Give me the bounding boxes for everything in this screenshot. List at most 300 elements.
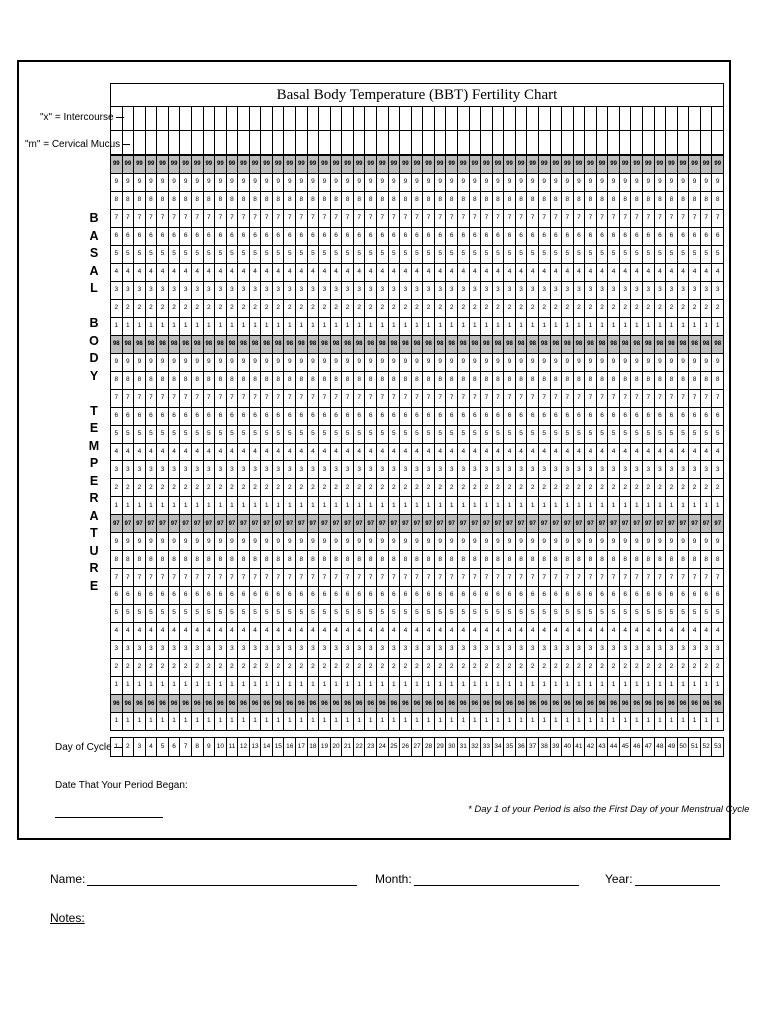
temperature-cell[interactable]: 6: [620, 228, 632, 246]
temperature-cell[interactable]: 6: [643, 228, 655, 246]
whole-degree-cell[interactable]: 96: [134, 695, 146, 713]
temperature-cell[interactable]: 1: [238, 497, 250, 515]
temperature-cell[interactable]: 6: [365, 587, 377, 605]
whole-degree-cell[interactable]: 98: [435, 336, 447, 354]
temperature-cell[interactable]: 3: [227, 282, 239, 300]
whole-degree-cell[interactable]: 99: [585, 156, 597, 174]
temperature-cell[interactable]: 1: [701, 713, 713, 731]
temperature-cell[interactable]: 4: [377, 264, 389, 282]
temperature-cell[interactable]: 8: [493, 192, 505, 210]
temperature-cell[interactable]: 1: [192, 318, 204, 336]
temperature-cell[interactable]: 7: [608, 390, 620, 408]
temperature-cell[interactable]: 8: [481, 372, 493, 390]
temperature-cell[interactable]: 6: [562, 587, 574, 605]
temperature-cell[interactable]: 5: [377, 246, 389, 264]
temperature-cell[interactable]: 9: [678, 354, 690, 372]
temperature-cell[interactable]: 3: [597, 461, 609, 479]
temperature-cell[interactable]: 8: [458, 372, 470, 390]
temperature-cell[interactable]: 2: [123, 300, 135, 318]
whole-degree-cell[interactable]: 98: [562, 336, 574, 354]
temperature-cell[interactable]: 6: [643, 408, 655, 426]
temperature-cell[interactable]: 9: [308, 354, 320, 372]
temperature-cell[interactable]: 1: [539, 677, 551, 695]
whole-degree-cell[interactable]: 98: [493, 336, 505, 354]
temperature-cell[interactable]: 4: [712, 264, 724, 282]
whole-degree-cell[interactable]: 98: [620, 336, 632, 354]
temperature-cell[interactable]: 1: [585, 318, 597, 336]
temperature-cell[interactable]: 2: [470, 479, 482, 497]
temperature-cell[interactable]: 5: [192, 426, 204, 444]
temperature-cell[interactable]: 2: [169, 479, 181, 497]
whole-degree-cell[interactable]: 97: [643, 515, 655, 533]
temperature-cell[interactable]: 2: [539, 479, 551, 497]
temperature-cell[interactable]: 2: [666, 659, 678, 677]
temperature-cell[interactable]: 4: [331, 264, 343, 282]
temperature-cell[interactable]: 4: [516, 623, 528, 641]
temperature-cell[interactable]: 7: [551, 210, 563, 228]
temperature-cell[interactable]: 1: [458, 318, 470, 336]
temperature-cell[interactable]: 7: [331, 390, 343, 408]
temperature-cell[interactable]: 7: [551, 390, 563, 408]
temperature-cell[interactable]: 1: [655, 677, 667, 695]
temperature-cell[interactable]: 1: [365, 713, 377, 731]
temperature-cell[interactable]: 4: [435, 444, 447, 462]
temperature-cell[interactable]: 5: [250, 426, 262, 444]
temperature-cell[interactable]: 4: [296, 623, 308, 641]
temperature-cell[interactable]: 7: [284, 390, 296, 408]
temperature-cell[interactable]: 5: [701, 246, 713, 264]
temperature-cell[interactable]: 3: [701, 461, 713, 479]
temperature-cell[interactable]: 6: [423, 228, 435, 246]
temperature-cell[interactable]: 7: [678, 210, 690, 228]
temperature-cell[interactable]: 9: [296, 354, 308, 372]
temperature-cell[interactable]: 3: [146, 641, 158, 659]
mucus-cell[interactable]: [296, 131, 308, 155]
temperature-cell[interactable]: 5: [631, 426, 643, 444]
temperature-cell[interactable]: 6: [331, 228, 343, 246]
temperature-cell[interactable]: 3: [678, 461, 690, 479]
temperature-cell[interactable]: 2: [712, 300, 724, 318]
temperature-cell[interactable]: 4: [631, 623, 643, 641]
whole-degree-cell[interactable]: 97: [238, 515, 250, 533]
intercourse-cell[interactable]: [296, 107, 308, 131]
temperature-cell[interactable]: 1: [308, 497, 320, 515]
temperature-cell[interactable]: 9: [111, 354, 123, 372]
temperature-cell[interactable]: 7: [539, 390, 551, 408]
temperature-cell[interactable]: 8: [365, 192, 377, 210]
temperature-cell[interactable]: 1: [666, 497, 678, 515]
temperature-cell[interactable]: 9: [284, 533, 296, 551]
temperature-cell[interactable]: 2: [655, 300, 667, 318]
temperature-cell[interactable]: 2: [481, 479, 493, 497]
temperature-cell[interactable]: 4: [423, 264, 435, 282]
temperature-cell[interactable]: 2: [585, 659, 597, 677]
temperature-cell[interactable]: 2: [215, 479, 227, 497]
temperature-cell[interactable]: 5: [470, 605, 482, 623]
temperature-cell[interactable]: 9: [400, 354, 412, 372]
temperature-cell[interactable]: 1: [527, 497, 539, 515]
temperature-cell[interactable]: 5: [539, 426, 551, 444]
temperature-cell[interactable]: 1: [423, 713, 435, 731]
temperature-cell[interactable]: 4: [180, 264, 192, 282]
temperature-cell[interactable]: 5: [655, 605, 667, 623]
temperature-cell[interactable]: 6: [435, 587, 447, 605]
temperature-cell[interactable]: 9: [608, 533, 620, 551]
temperature-cell[interactable]: 1: [597, 677, 609, 695]
temperature-cell[interactable]: 5: [608, 246, 620, 264]
temperature-cell[interactable]: 4: [655, 623, 667, 641]
temperature-cell[interactable]: 1: [458, 713, 470, 731]
temperature-cell[interactable]: 6: [365, 228, 377, 246]
mucus-cell[interactable]: [435, 131, 447, 155]
temperature-cell[interactable]: 2: [435, 479, 447, 497]
temperature-cell[interactable]: 1: [261, 677, 273, 695]
temperature-cell[interactable]: 1: [493, 497, 505, 515]
temperature-cell[interactable]: 6: [620, 587, 632, 605]
whole-degree-cell[interactable]: 97: [597, 515, 609, 533]
temperature-cell[interactable]: 9: [354, 354, 366, 372]
temperature-cell[interactable]: 6: [319, 408, 331, 426]
temperature-cell[interactable]: 9: [446, 354, 458, 372]
whole-degree-cell[interactable]: 98: [400, 336, 412, 354]
temperature-cell[interactable]: 1: [400, 677, 412, 695]
temperature-cell[interactable]: 6: [238, 228, 250, 246]
temperature-cell[interactable]: 1: [574, 677, 586, 695]
mucus-cell[interactable]: [655, 131, 667, 155]
temperature-cell[interactable]: 7: [342, 390, 354, 408]
temperature-cell[interactable]: 1: [527, 318, 539, 336]
intercourse-cell[interactable]: [250, 107, 262, 131]
temperature-cell[interactable]: 4: [169, 264, 181, 282]
whole-degree-cell[interactable]: 99: [192, 156, 204, 174]
temperature-cell[interactable]: 1: [551, 497, 563, 515]
temperature-cell[interactable]: 5: [562, 246, 574, 264]
temperature-cell[interactable]: 4: [678, 623, 690, 641]
temperature-cell[interactable]: 3: [516, 282, 528, 300]
temperature-cell[interactable]: 6: [215, 587, 227, 605]
intercourse-cell[interactable]: [319, 107, 331, 131]
temperature-cell[interactable]: 6: [678, 228, 690, 246]
temperature-cell[interactable]: 9: [504, 174, 516, 192]
temperature-cell[interactable]: 1: [296, 497, 308, 515]
temperature-cell[interactable]: 8: [342, 551, 354, 569]
temperature-cell[interactable]: 7: [389, 390, 401, 408]
temperature-cell[interactable]: 7: [389, 569, 401, 587]
temperature-cell[interactable]: 5: [284, 246, 296, 264]
temperature-cell[interactable]: 7: [227, 569, 239, 587]
temperature-cell[interactable]: 9: [377, 174, 389, 192]
temperature-cell[interactable]: 4: [365, 444, 377, 462]
temperature-cell[interactable]: 1: [354, 318, 366, 336]
temperature-cell[interactable]: 3: [354, 282, 366, 300]
temperature-cell[interactable]: 1: [446, 677, 458, 695]
temperature-cell[interactable]: 6: [123, 228, 135, 246]
temperature-cell[interactable]: 4: [539, 264, 551, 282]
mucus-cell[interactable]: [551, 131, 563, 155]
temperature-cell[interactable]: 6: [377, 587, 389, 605]
temperature-cell[interactable]: 3: [504, 461, 516, 479]
temperature-cell[interactable]: 9: [412, 354, 424, 372]
temperature-cell[interactable]: 5: [400, 605, 412, 623]
whole-degree-cell[interactable]: 99: [574, 156, 586, 174]
temperature-cell[interactable]: 4: [620, 623, 632, 641]
temperature-cell[interactable]: 7: [134, 390, 146, 408]
temperature-cell[interactable]: 1: [284, 497, 296, 515]
temperature-cell[interactable]: 7: [620, 210, 632, 228]
intercourse-cell[interactable]: [111, 107, 123, 131]
temperature-cell[interactable]: 4: [146, 623, 158, 641]
temperature-cell[interactable]: 2: [701, 479, 713, 497]
temperature-cell[interactable]: 4: [331, 444, 343, 462]
temperature-cell[interactable]: 6: [493, 408, 505, 426]
mucus-cell[interactable]: [481, 131, 493, 155]
temperature-cell[interactable]: 5: [308, 246, 320, 264]
temperature-cell[interactable]: 5: [157, 426, 169, 444]
temperature-cell[interactable]: 3: [504, 282, 516, 300]
temperature-cell[interactable]: 5: [678, 246, 690, 264]
temperature-cell[interactable]: 3: [481, 641, 493, 659]
whole-degree-cell[interactable]: 96: [412, 695, 424, 713]
temperature-cell[interactable]: 9: [273, 174, 285, 192]
temperature-cell[interactable]: 7: [146, 390, 158, 408]
temperature-cell[interactable]: 4: [712, 623, 724, 641]
temperature-cell[interactable]: 7: [180, 569, 192, 587]
temperature-cell[interactable]: 3: [631, 641, 643, 659]
temperature-cell[interactable]: 7: [365, 210, 377, 228]
temperature-cell[interactable]: 4: [400, 264, 412, 282]
intercourse-cell[interactable]: [712, 107, 724, 131]
temperature-cell[interactable]: 9: [423, 174, 435, 192]
whole-degree-cell[interactable]: 96: [284, 695, 296, 713]
temperature-cell[interactable]: 8: [123, 551, 135, 569]
temperature-cell[interactable]: 8: [123, 372, 135, 390]
temperature-cell[interactable]: 7: [562, 390, 574, 408]
temperature-cell[interactable]: 3: [574, 461, 586, 479]
temperature-cell[interactable]: 6: [273, 408, 285, 426]
temperature-cell[interactable]: 2: [377, 659, 389, 677]
temperature-cell[interactable]: 2: [493, 300, 505, 318]
temperature-cell[interactable]: 5: [354, 246, 366, 264]
temperature-cell[interactable]: 4: [701, 623, 713, 641]
temperature-cell[interactable]: 9: [319, 174, 331, 192]
whole-degree-cell[interactable]: 97: [192, 515, 204, 533]
temperature-cell[interactable]: 4: [192, 264, 204, 282]
temperature-cell[interactable]: 2: [631, 479, 643, 497]
temperature-cell[interactable]: 1: [296, 318, 308, 336]
intercourse-cell[interactable]: [365, 107, 377, 131]
temperature-cell[interactable]: 9: [620, 174, 632, 192]
temperature-cell[interactable]: 9: [423, 354, 435, 372]
temperature-cell[interactable]: 3: [666, 641, 678, 659]
whole-degree-cell[interactable]: 97: [204, 515, 216, 533]
temperature-cell[interactable]: 2: [296, 479, 308, 497]
temperature-cell[interactable]: 6: [342, 228, 354, 246]
mucus-cell[interactable]: [666, 131, 678, 155]
temperature-cell[interactable]: 9: [400, 533, 412, 551]
temperature-cell[interactable]: 7: [296, 390, 308, 408]
mucus-cell[interactable]: [273, 131, 285, 155]
temperature-cell[interactable]: 6: [354, 408, 366, 426]
temperature-cell[interactable]: 4: [400, 444, 412, 462]
temperature-cell[interactable]: 1: [689, 713, 701, 731]
temperature-cell[interactable]: 5: [123, 426, 135, 444]
whole-degree-cell[interactable]: 99: [111, 156, 123, 174]
temperature-cell[interactable]: 9: [319, 354, 331, 372]
temperature-cell[interactable]: 4: [562, 623, 574, 641]
temperature-cell[interactable]: 4: [516, 444, 528, 462]
temperature-cell[interactable]: 3: [423, 282, 435, 300]
whole-degree-cell[interactable]: 99: [412, 156, 424, 174]
temperature-cell[interactable]: 1: [643, 318, 655, 336]
whole-degree-cell[interactable]: 96: [227, 695, 239, 713]
name-input-line[interactable]: [87, 871, 357, 886]
temperature-cell[interactable]: 6: [389, 587, 401, 605]
whole-degree-cell[interactable]: 96: [643, 695, 655, 713]
temperature-cell[interactable]: 6: [481, 587, 493, 605]
temperature-cell[interactable]: 9: [701, 174, 713, 192]
mucus-cell[interactable]: [123, 131, 135, 155]
temperature-cell[interactable]: 1: [180, 497, 192, 515]
mucus-cell[interactable]: [284, 131, 296, 155]
temperature-cell[interactable]: 1: [169, 677, 181, 695]
temperature-cell[interactable]: 8: [354, 551, 366, 569]
temperature-cell[interactable]: 1: [331, 497, 343, 515]
whole-degree-cell[interactable]: 97: [354, 515, 366, 533]
mucus-cell[interactable]: [597, 131, 609, 155]
whole-degree-cell[interactable]: 96: [551, 695, 563, 713]
temperature-cell[interactable]: 8: [284, 192, 296, 210]
mucus-cell[interactable]: [620, 131, 632, 155]
temperature-cell[interactable]: 9: [342, 354, 354, 372]
temperature-cell[interactable]: 2: [192, 300, 204, 318]
whole-degree-cell[interactable]: 97: [134, 515, 146, 533]
temperature-cell[interactable]: 4: [608, 623, 620, 641]
temperature-cell[interactable]: 4: [261, 264, 273, 282]
temperature-cell[interactable]: 1: [157, 497, 169, 515]
temperature-cell[interactable]: 5: [389, 605, 401, 623]
temperature-cell[interactable]: 7: [412, 210, 424, 228]
whole-degree-cell[interactable]: 96: [261, 695, 273, 713]
temperature-cell[interactable]: 3: [689, 641, 701, 659]
temperature-cell[interactable]: 2: [423, 300, 435, 318]
temperature-cell[interactable]: 7: [551, 569, 563, 587]
temperature-cell[interactable]: 8: [562, 551, 574, 569]
temperature-cell[interactable]: 8: [308, 372, 320, 390]
temperature-cell[interactable]: 6: [261, 587, 273, 605]
temperature-cell[interactable]: 1: [689, 318, 701, 336]
whole-degree-cell[interactable]: 96: [111, 695, 123, 713]
temperature-cell[interactable]: 2: [192, 479, 204, 497]
temperature-cell[interactable]: 3: [365, 641, 377, 659]
intercourse-cell[interactable]: [493, 107, 505, 131]
temperature-cell[interactable]: 3: [319, 641, 331, 659]
temperature-cell[interactable]: 6: [227, 228, 239, 246]
intercourse-cell[interactable]: [273, 107, 285, 131]
temperature-cell[interactable]: 8: [562, 192, 574, 210]
temperature-cell[interactable]: 8: [192, 192, 204, 210]
temperature-cell[interactable]: 6: [377, 228, 389, 246]
intercourse-cell[interactable]: [631, 107, 643, 131]
temperature-cell[interactable]: 5: [238, 426, 250, 444]
temperature-cell[interactable]: 5: [180, 246, 192, 264]
temperature-cell[interactable]: 9: [562, 533, 574, 551]
temperature-cell[interactable]: 1: [400, 497, 412, 515]
temperature-cell[interactable]: 4: [227, 444, 239, 462]
temperature-cell[interactable]: 1: [608, 713, 620, 731]
temperature-cell[interactable]: 3: [712, 282, 724, 300]
temperature-cell[interactable]: 2: [146, 659, 158, 677]
temperature-cell[interactable]: 2: [134, 659, 146, 677]
temperature-cell[interactable]: 1: [458, 677, 470, 695]
temperature-cell[interactable]: 8: [446, 192, 458, 210]
whole-degree-cell[interactable]: 97: [412, 515, 424, 533]
temperature-cell[interactable]: 2: [585, 479, 597, 497]
temperature-cell[interactable]: 2: [365, 479, 377, 497]
whole-degree-cell[interactable]: 97: [470, 515, 482, 533]
temperature-cell[interactable]: 3: [689, 282, 701, 300]
temperature-cell[interactable]: 8: [643, 372, 655, 390]
temperature-cell[interactable]: 3: [227, 461, 239, 479]
whole-degree-cell[interactable]: 96: [470, 695, 482, 713]
temperature-cell[interactable]: 9: [551, 354, 563, 372]
temperature-cell[interactable]: 2: [435, 659, 447, 677]
temperature-cell[interactable]: 3: [204, 282, 216, 300]
temperature-cell[interactable]: 3: [227, 641, 239, 659]
whole-degree-cell[interactable]: 97: [365, 515, 377, 533]
temperature-cell[interactable]: 4: [689, 623, 701, 641]
temperature-cell[interactable]: 1: [123, 318, 135, 336]
temperature-cell[interactable]: 3: [273, 282, 285, 300]
temperature-cell[interactable]: 5: [504, 246, 516, 264]
temperature-cell[interactable]: 5: [169, 246, 181, 264]
temperature-cell[interactable]: 5: [319, 605, 331, 623]
temperature-cell[interactable]: 1: [435, 677, 447, 695]
temperature-cell[interactable]: 3: [574, 641, 586, 659]
temperature-cell[interactable]: 1: [689, 677, 701, 695]
temperature-cell[interactable]: 4: [157, 264, 169, 282]
temperature-cell[interactable]: 7: [470, 210, 482, 228]
temperature-cell[interactable]: 1: [377, 677, 389, 695]
whole-degree-cell[interactable]: 97: [261, 515, 273, 533]
temperature-cell[interactable]: 9: [146, 533, 158, 551]
temperature-cell[interactable]: 3: [308, 641, 320, 659]
mucus-cell[interactable]: [261, 131, 273, 155]
temperature-cell[interactable]: 2: [412, 659, 424, 677]
temperature-cell[interactable]: 8: [504, 372, 516, 390]
temperature-cell[interactable]: 8: [354, 192, 366, 210]
temperature-cell[interactable]: 2: [111, 659, 123, 677]
temperature-cell[interactable]: 9: [365, 533, 377, 551]
temperature-cell[interactable]: 1: [342, 677, 354, 695]
temperature-cell[interactable]: 8: [539, 372, 551, 390]
temperature-cell[interactable]: 4: [238, 623, 250, 641]
temperature-cell[interactable]: 9: [354, 174, 366, 192]
temperature-cell[interactable]: 2: [562, 479, 574, 497]
temperature-cell[interactable]: 1: [204, 677, 216, 695]
whole-degree-cell[interactable]: 99: [134, 156, 146, 174]
temperature-cell[interactable]: 4: [435, 264, 447, 282]
temperature-cell[interactable]: 8: [423, 551, 435, 569]
temperature-cell[interactable]: 1: [446, 713, 458, 731]
temperature-cell[interactable]: 1: [643, 713, 655, 731]
intercourse-cell[interactable]: [157, 107, 169, 131]
temperature-cell[interactable]: 4: [643, 623, 655, 641]
temperature-cell[interactable]: 5: [180, 605, 192, 623]
temperature-cell[interactable]: 4: [655, 264, 667, 282]
whole-degree-cell[interactable]: 98: [678, 336, 690, 354]
temperature-cell[interactable]: 7: [423, 390, 435, 408]
temperature-cell[interactable]: 9: [169, 174, 181, 192]
